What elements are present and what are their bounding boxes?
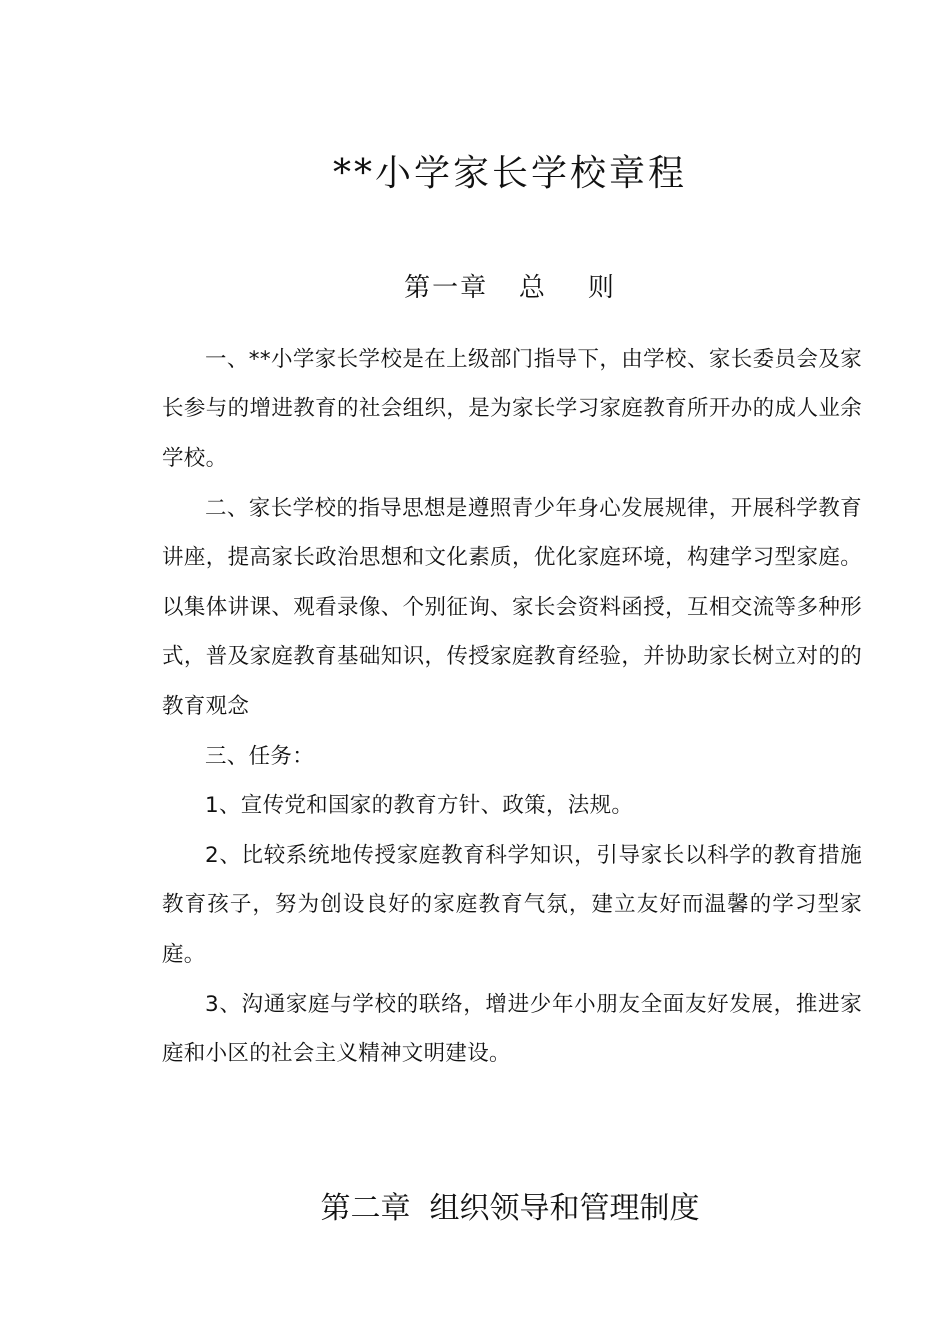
chapter-1-heading: 第一章 总 则	[404, 273, 616, 303]
task-1-paragraph: 1、宣传党和国家的教育方针、政策，法规。	[205, 792, 634, 818]
chapter-2-heading: 第二章 组织领导和管理制度	[320, 1191, 700, 1226]
article-2-paragraph: 二、家长学校的指导思想是遵照青少年身心发展规律，开展科学教育讲座，提高家长政治思想和文化素质，优化家庭环境，构建学习型家庭。以集体讲课、观看录像、个别征询、家长会资料函授，互相交流等多种形式，普及家庭教育基础知识，传授家庭教育经验，并协助家长树立对的的教育观念	[162, 495, 862, 719]
task-3-paragraph: 3、沟通家庭与学校的联络，增进少年小朋友全面友好发展，推进家庭和小区的社会主义精神文明建设。	[162, 991, 862, 1066]
task-2-paragraph: 2、比较系统地传授家庭教育科学知识，引导家长以科学的教育措施教育孩子，努为创设良好的家庭教育气氛，建立友好而温馨的学习型家庭。	[162, 842, 862, 967]
article-3-heading: 三、任务：	[205, 743, 315, 769]
article-1-paragraph: 一、**小学家长学校是在上级部门指导下，由学校、家长委员会及家长参与的增进教育的社会组织，是为家长学习家庭教育所开办的成人业余学校。	[162, 346, 862, 471]
document-title: **小学家长学校章程	[332, 153, 687, 195]
